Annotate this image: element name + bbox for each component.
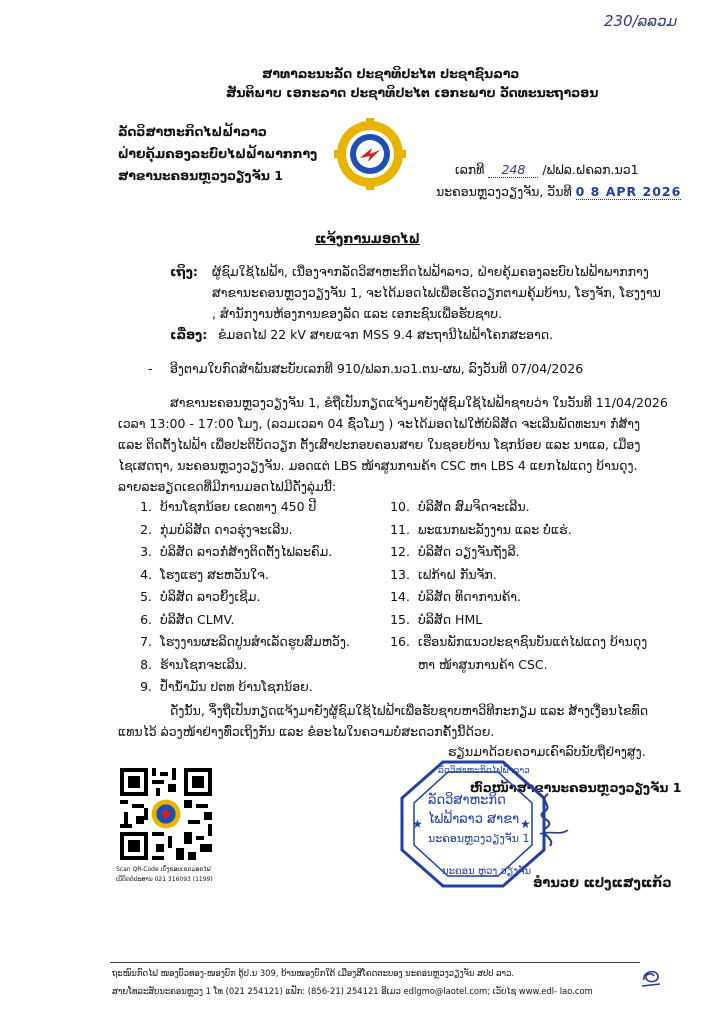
reference-line: ອີງຕາມໃບກົດສໍາພັນສະບັບເລກທີ 910/ຟລກ.ນວ1.ຕນ-ຜພ, ລົງວັນທີ 07/04/2026 xyxy=(170,361,584,376)
area-item xyxy=(130,499,316,514)
ref-suffix: /ຟຟລ.ຝຄລກ.ນວ1 xyxy=(542,162,639,177)
body-line4: ໄຊເສດຖາ, ນະຄອນຫຼວງວຽງຈັນ. ມອດແຕ່ LBS ໜ້າສູນການຄ້າ CSC ຫາ LBS 4 ແຍກໄຟແດງ ບ້ານດຸງ. xyxy=(118,458,638,473)
handwritten-note: 230/ລລວມ xyxy=(604,12,678,30)
area-item-text: ບ້ານໂຊກນ້ອຍ ເຂດທາງ 450 ປີ xyxy=(160,499,317,514)
area-item-text: ພະແນກພະລັງງານ ແລະ ບໍ່ແຮ່. xyxy=(418,521,572,537)
area-item xyxy=(388,612,482,627)
qr-code-icon xyxy=(120,768,212,860)
area-item xyxy=(130,589,260,604)
area-item xyxy=(388,522,572,537)
area-item xyxy=(130,657,247,672)
area-item-number: 9. xyxy=(140,679,152,694)
area-item-text: ບໍລິສັດ ທິດາການຄ້າ. xyxy=(418,589,522,604)
area-item-text: ໂຮງແຮງ ສະຫວັນໃຈ. xyxy=(160,566,269,582)
to-line1: ຜູ້ຊົມໃຊ້ໄຟຟ້າ, ເນື່ອງຈາກລັດວິສາຫະກິດໄຟຟ້າລາວ, ຝ່າຍຄຸ້ມຄອງລະບົບໄຟຟ້າພາກກາງ xyxy=(212,264,649,279)
area-item-number: 10. xyxy=(390,499,410,514)
svg-text:★: ★ xyxy=(412,817,423,831)
area-item xyxy=(130,679,313,694)
area-item-number: 13. xyxy=(390,566,410,582)
area-item-number: 14. xyxy=(390,589,410,604)
area-item-text: ປໍ້ານໍ້າມັນ ປຕທ ບ້ານໂຊກນ້ອຍ. xyxy=(160,679,313,694)
seal-ring-top: ລັດວິສາຫະກິດໄຟຟ້າລາວ xyxy=(438,766,530,776)
area-item-number: 3. xyxy=(140,544,152,559)
subject-text: ຂໍມອດໄຟ 22 kV ສາຍແຈກ MSS 9.4 ສະຖານີໄຟຟ້າໂຄກສະອາດ. xyxy=(218,327,554,342)
area-item xyxy=(130,634,350,649)
org-line1: ລັດວິສາຫະກິດໄຟຟ້າລາວ xyxy=(118,124,267,139)
footer-divider xyxy=(110,962,640,963)
area-item-text: ບໍລິສັດ ສົມຈິດຈະເລີນ. xyxy=(418,499,530,514)
seal-ring-bottom: ນະຄອນ ຫຼວງ ວຽງຈັນ xyxy=(442,866,532,877)
area-item-text: ຫາ ໜ້າສູນການຄ້າ CSC. xyxy=(418,656,548,672)
edl-logo-icon xyxy=(334,118,406,190)
footer-mark-icon xyxy=(640,966,662,990)
area-item-text: ບໍລິສັດ ລາວກໍ່ສ້າງຕິດຕັ້ງໄຟລະຄົມ. xyxy=(160,544,333,559)
notice-title: ແຈ້ງການມອດໄຟ xyxy=(315,232,420,247)
body-line3: ແລະ ຕິດຕັ້ງໄຟຟ້າ ເພື່ອປະຕິບັດວຽກ ຕັ້ງເສົາປະກອບຄອນສາຍ ໃນຊອຍບ້ານ ໂຊກນ້ອຍ ແລະ ນາແລ, ເມືອງ xyxy=(118,437,641,452)
body-line5: ລາຍລະອຽດເຂດທີ່ມີການມອດໄຟມີດັ່ງລຸ່ມນີ້: xyxy=(118,479,337,494)
area-item-text: ບໍລິສັດ CLMV. xyxy=(160,611,235,627)
area-item-text: ເຟກ້າຝ ກັນຈັກ. xyxy=(418,566,497,582)
area-item-number: 1. xyxy=(140,499,152,514)
closing-line3: ຮຽນມາດ້ວຍຄວາມເຄົາລົບນັບຖືຢ່າງສູງ. xyxy=(448,744,646,759)
svg-text:★: ★ xyxy=(520,817,531,831)
area-item xyxy=(130,567,269,582)
area-item-text: ຮ້ານໂຊກຈະເລີນ. xyxy=(160,656,247,672)
area-item-text: ບໍລິສັດ ວຽງຈັນຖັ່ງລີ. xyxy=(418,544,520,559)
qr-caption-1: Scan QR-Code ເບິ່ງຂອບເຂດມອດໄຟ xyxy=(116,866,211,873)
area-item xyxy=(388,499,530,514)
area-item xyxy=(130,544,332,559)
national-motto-line1: ສາທາລະນະລັດ ປະຊາທິປະໄຕ ປະຊາຊົນລາວ xyxy=(262,66,520,81)
area-item-text: ໂຮງງານຜະລິດປູນສໍາເລັດຮູບສົມຫວັງ. xyxy=(160,634,350,649)
date-stamp: 0 8 APR 2026 xyxy=(575,184,682,199)
area-item-number: 8. xyxy=(140,656,152,672)
reference-number xyxy=(455,162,639,178)
reference-date xyxy=(436,184,681,200)
body-line2: ເວລາ 13:00 - 17:00 ໂມງ, (ລວມເວລາ 04 ຊົ່ວໂມງ ) ຈະໄດ້ມອດໄຟໃຫ້ບໍລິສັດ ຈະເລີນພັດທະນາ ກໍ່ສ້າງ xyxy=(118,416,641,431)
area-item-number: 2. xyxy=(140,521,152,537)
seal-line3: ນະຄອນຫຼວງວຽງຈັນ 1 xyxy=(428,832,530,845)
area-item xyxy=(388,589,521,604)
national-motto-line2: ສັນຕິພາບ ເອກະລາດ ປະຊາທິປະໄຕ ເອກະພາບ ວັດທະນະຖາວອນ xyxy=(226,85,599,100)
area-item-text: ບໍລິສັດ ລາວຍິ້ງເຊີມ. xyxy=(160,589,261,604)
footer-address: ຖະໜົນກົດໄຟ ໜອງບົວທອງ-ໜອງບົກ ຕູ້ປ.ນ 309, ບ້ານໜອງບົກໃຕ້ ເມືອງສີໂຄດຕະບອງ ນະຄອນຫຼວງວຽງຈັນ ສປປ ລາວ. xyxy=(112,968,515,978)
signature-icon xyxy=(520,790,580,850)
to-line2: ສາຂານະຄອນຫຼວງວຽງຈັນ 1, ຈະໄດ້ມອດໄຟເພື່ອເຮັດວຽກຕາມຄຸ້ມບ້ານ, ໂຮງຈັກ, ໂຮງງານ xyxy=(212,285,661,300)
area-item-number: 4. xyxy=(140,566,152,582)
ref-label: ເລກທີ xyxy=(455,162,485,177)
signatory-name: ອໍານວຍ ແປງແສງແກ້ວ xyxy=(533,876,672,891)
area-item xyxy=(130,612,234,627)
area-item xyxy=(388,567,497,582)
closing-line2: ແທນໄວ້ ລ່ວງໜ້າຢ່າງທົ່ວເຖິງກັນ ແລະ ຂໍອະໄພໃນຄວາມບໍ່ສະດວກຄັ້ງນີ້ດ້ວຍ. xyxy=(118,724,495,739)
seal-line1: ລັດວິສາຫະກິດ xyxy=(428,793,506,808)
area-item-number: 11. xyxy=(390,521,410,537)
area-item xyxy=(130,522,293,537)
area-item-text: ບໍລິສັດ HML xyxy=(418,611,483,627)
area-item-text: ກຸ່ມບໍລິສັດ ດາວຮຸ່ງຈະເລີນ. xyxy=(160,521,293,537)
to-line3: , ສໍານັກງານຫ້ອງການຂອງລັດ ແລະ ເອກະຊົນເພື່ອຮັບຊາບ. xyxy=(212,306,503,321)
area-item-number: 16. xyxy=(390,634,410,649)
area-item-number: 15. xyxy=(390,611,410,627)
signatory-title: ຫົວໜ້າສາຂານະຄອນຫຼວງວຽງຈັນ 1 xyxy=(470,780,682,795)
ref-number: 248 xyxy=(488,162,538,178)
area-item-text: ເຮືອນພັກແນວປະຊາຊົນບັນແຕ່ໄຟແດງ ບ້ານດຸງ xyxy=(418,634,648,649)
area-item-number: 12. xyxy=(390,544,410,559)
place-label: ນະຄອນຫຼວງວຽງຈັນ, ວັນທີ xyxy=(436,184,572,199)
area-item-number: 6. xyxy=(140,611,152,627)
area-item xyxy=(388,657,548,672)
closing-line1: ດັ່ງນັ້ນ, ຈຶ່ງຖືເປັນກຽດແຈ້ງມາຍັງຜູ້ຊົມໃຊ້ໄຟຟ້າເພື່ອຮັບຊາບຫາວິທີກະກຽມ ແລະ ສ້າງເງື່ອນໄຂທົດ xyxy=(170,703,649,718)
subject-label: ເລື່ອງ: xyxy=(170,327,208,342)
area-item xyxy=(388,544,520,559)
reference-bullet: - xyxy=(148,361,153,376)
body-line1: ສາຂານະຄອນຫຼວງວຽງຈັນ 1, ຂໍຖືເປັນກຽດແຈ້ງມາຍັງຜູ້ຊົມໃຊ້ໄຟຟ້າຊາບວ່າ ໃນວັນທີ 11/04/2026 xyxy=(170,395,668,410)
org-line2: ຝ່າຍຄຸ້ມຄອງລະບົບໄຟຟ້າພາກກາງ xyxy=(118,146,318,161)
area-item-number: 5. xyxy=(140,589,152,604)
to-label: ເຖິງ: xyxy=(170,264,198,279)
area-item-number: 7. xyxy=(140,634,152,649)
org-line3: ສາຂານະຄອນຫຼວງວຽງຈັນ 1 xyxy=(118,168,283,183)
seal-line2: ໄຟຟ້າລາວ ສາຂາ xyxy=(428,812,520,827)
qr-caption-2: ເບີຕິດຕໍ່ປະສານ 021 316093 (1199) xyxy=(116,876,213,883)
footer-contact: ສາຍໂທລະສັບນະຄອນຫຼວງ 1 ໂທ (021 254121) ແຟັກ: (856-21) 254121 ອີເມວ edlgmo@laotel.com; ເວັບໄຊ www.edl- lao.com xyxy=(112,986,593,996)
area-item xyxy=(388,634,647,649)
